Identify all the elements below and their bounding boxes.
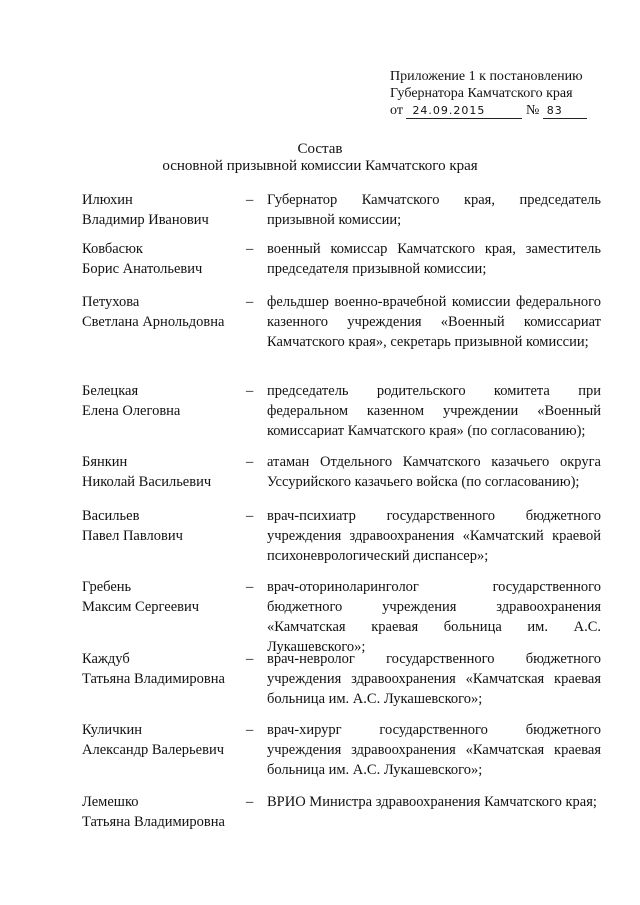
- member-role: ВРИО Министра здравоохранения Камчатского края;: [267, 794, 597, 810]
- appendix-line-2: Губернатора Камчатского края: [390, 86, 573, 101]
- member-dash: –: [246, 383, 254, 399]
- appendix-date: 24.09.2015: [406, 104, 522, 119]
- member-name: [82, 506, 242, 546]
- member-role: врач-хирург государственного бюджетного учреждения здравоохранения «Камчатская краевая больница им. А.С. Лукашевского»;: [267, 722, 601, 778]
- member-role: фельдшер военно-врачебной комиссии федерального казенного учреждения «Военный комиссариат Камчатского края», секретарь призывной комиссии;: [267, 294, 601, 350]
- member-surname: Бянкин: [82, 454, 128, 470]
- appendix-number: 83: [543, 104, 587, 119]
- appendix-from-prefix: от: [390, 103, 403, 118]
- member-role: врач-невролог государственного бюджетного учреждения здравоохранения «Камчатская краевая больница им. А.С. Лукашевского»;: [267, 651, 601, 707]
- document-title: Состав: [297, 141, 343, 157]
- member-dash: –: [246, 454, 254, 470]
- member-name: [82, 577, 242, 617]
- member-surname: Ковбасюк: [82, 241, 143, 257]
- member-role: врач-оториноларинголог государственного бюджетного учреждения здравоохранения «Камчатская краевая больница им. А.С. Лукашевского»;: [267, 579, 601, 655]
- member-name: [82, 452, 242, 492]
- member-dash: –: [246, 241, 254, 257]
- member-given-name: Светлана Арнольдовна: [82, 314, 225, 330]
- member-surname: Куличкин: [82, 722, 143, 738]
- member-role: Губернатор Камчатского края, председатель призывной комиссии;: [267, 192, 601, 228]
- document-subtitle: основной призывной комиссии Камчатского края: [162, 158, 478, 174]
- member-role: военный комиссар Камчатского края, заместитель председателя призывной комиссии;: [267, 241, 601, 277]
- member-surname: Илюхин: [82, 192, 133, 208]
- member-dash: –: [246, 651, 254, 667]
- member-given-name: Татьяна Владимировна: [82, 814, 225, 830]
- member-name: [82, 649, 242, 689]
- member-given-name: Борис Анатольевич: [82, 261, 203, 277]
- member-surname: Васильев: [82, 508, 140, 524]
- member-surname: Петухова: [82, 294, 140, 310]
- member-dash: –: [246, 508, 254, 524]
- member-name: [82, 381, 242, 421]
- member-surname: Лемешко: [82, 794, 139, 810]
- member-name: [82, 239, 242, 279]
- member-given-name: Александр Валерьевич: [82, 742, 224, 758]
- member-name: [82, 792, 242, 832]
- member-dash: –: [246, 722, 254, 738]
- member-surname: Каждуб: [82, 651, 130, 667]
- member-given-name: Павел Павлович: [82, 528, 183, 544]
- member-given-name: Владимир Иванович: [82, 212, 209, 228]
- member-name: [82, 190, 242, 230]
- member-surname: Гребень: [82, 579, 132, 595]
- member-given-name: Максим Сергеевич: [82, 599, 200, 615]
- appendix-date-line: [390, 102, 620, 119]
- member-given-name: Татьяна Владимировна: [82, 671, 225, 687]
- member-role: врач-психиатр государственного бюджетного учреждения здравоохранения «Камчатский краевой психоневрологический диспансер»;: [267, 508, 601, 564]
- member-role: атаман Отдельного Камчатского казачьего округа Уссурийского казачьего войска (по согласованию);: [267, 454, 601, 490]
- member-surname: Белецкая: [82, 383, 139, 399]
- member-role: председатель родительского комитета при федеральном казенном учреждении «Военный комиссариат Камчатского края» (по согласованию);: [267, 383, 601, 439]
- member-name: [82, 292, 242, 332]
- member-dash: –: [246, 794, 254, 810]
- appendix-number-label: №: [525, 103, 540, 118]
- member-name: [82, 720, 242, 760]
- member-given-name: Николай Васильевич: [82, 474, 212, 490]
- appendix-line-1: Приложение 1 к постановлению: [390, 69, 583, 84]
- member-given-name: Елена Олеговна: [82, 403, 181, 419]
- member-dash: –: [246, 192, 254, 208]
- member-dash: –: [246, 294, 254, 310]
- appendix-header: [390, 68, 620, 119]
- member-dash: –: [246, 579, 254, 595]
